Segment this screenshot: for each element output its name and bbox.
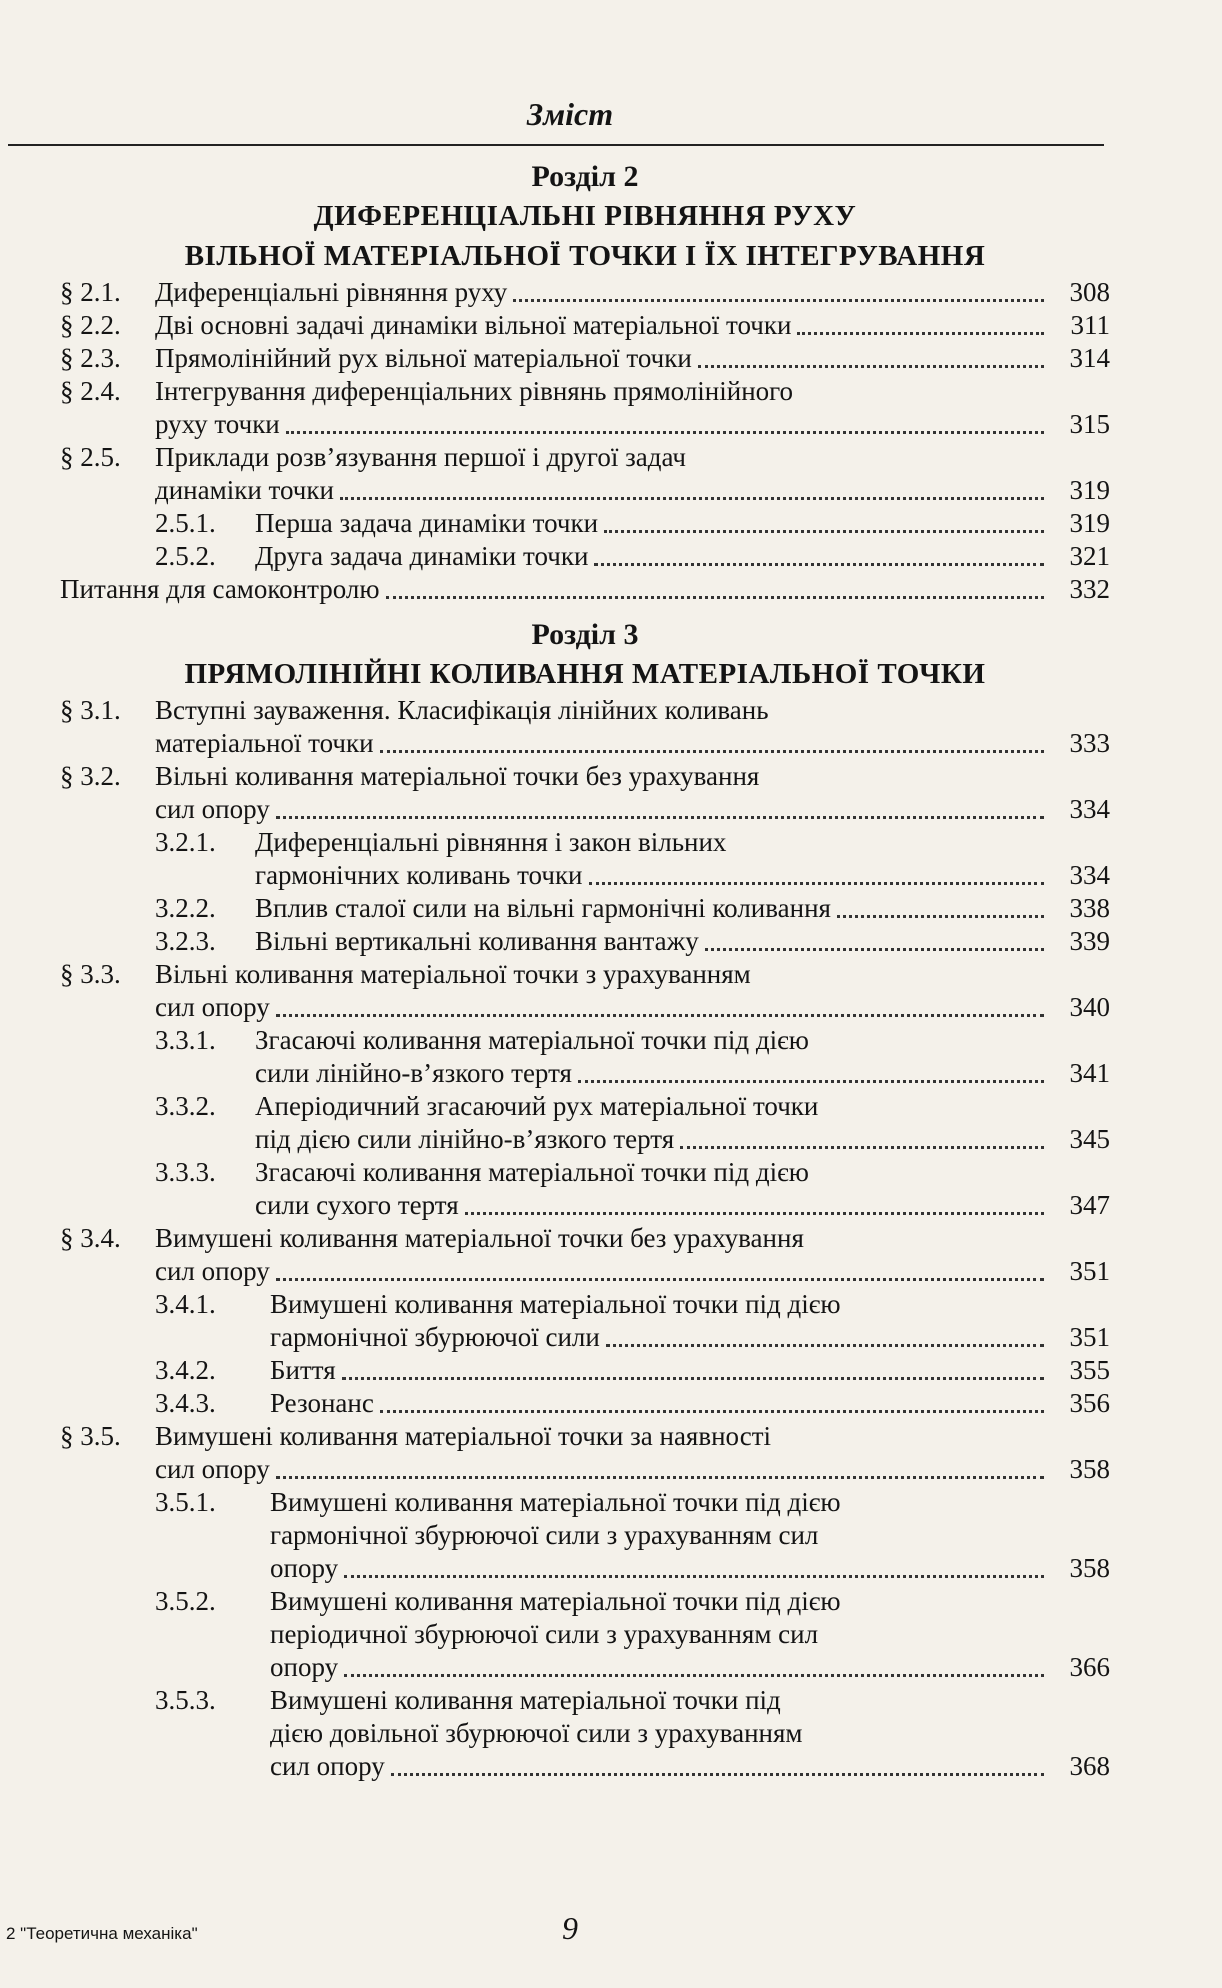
entry-number: 3.5.2. xyxy=(155,1586,216,1616)
dot-leader xyxy=(380,1409,1044,1413)
dot-leader xyxy=(391,1772,1044,1776)
entry-last-line xyxy=(155,793,1110,826)
entry-title-line: Перша задача динаміки точки xyxy=(255,508,599,538)
toc-entry[interactable] xyxy=(60,1024,1110,1090)
dot-leader xyxy=(465,1211,1044,1215)
entry-body xyxy=(155,375,1110,441)
entry-page-number: 341 xyxy=(1069,1058,1110,1088)
entry-title-line: матеріальної точки xyxy=(155,728,374,758)
dot-leader xyxy=(344,1574,1044,1578)
entry-last-line xyxy=(270,1354,1110,1387)
entry-body xyxy=(270,1585,1110,1684)
entry-number: § 3.4. xyxy=(60,1223,121,1253)
dot-leader xyxy=(578,1079,1044,1083)
entry-number: 2.5.1. xyxy=(155,508,216,538)
entry-number: § 3.3. xyxy=(60,959,121,989)
entry-body xyxy=(270,1354,1110,1387)
entry-title-line: Вимушені коливання матеріальної точки під дією xyxy=(270,1289,841,1319)
entry-last-line xyxy=(155,408,1110,441)
entry-number: 3.5.3. xyxy=(155,1685,216,1715)
toc-entry[interactable] xyxy=(60,1288,1110,1354)
toc-entry[interactable] xyxy=(60,507,1110,540)
entry-last-line xyxy=(155,991,1110,1024)
entry-page-number: 340 xyxy=(1069,992,1110,1022)
entry-last-line xyxy=(270,1321,1110,1354)
entry-page-number: 332 xyxy=(1069,574,1110,604)
entry-title-line: опору xyxy=(270,1652,339,1682)
dot-leader xyxy=(589,881,1044,885)
entry-page-number: 334 xyxy=(1069,860,1110,890)
entry-number: 3.3.1. xyxy=(155,1025,216,1055)
entry-body xyxy=(155,958,1110,1024)
entry-page-number: 319 xyxy=(1069,475,1110,505)
entry-page-number: 321 xyxy=(1069,541,1110,571)
entry-body xyxy=(270,1684,1110,1783)
entry-title-line: опору xyxy=(270,1553,339,1583)
toc-entry[interactable] xyxy=(60,342,1110,375)
entry-title-line: Вимушені коливання матеріальної точки під дією xyxy=(270,1586,841,1616)
entry-page-number: 338 xyxy=(1069,893,1110,923)
entry-number: 3.5.1. xyxy=(155,1487,216,1517)
header-rule xyxy=(8,144,1104,146)
dot-leader xyxy=(276,1475,1044,1479)
entry-title-line: Згасаючі коливання матеріальної точки під дією xyxy=(255,1025,809,1055)
entry-title-line: періодичної збурюючої сили з урахуванням сил xyxy=(270,1619,819,1649)
dot-leader xyxy=(680,1145,1044,1149)
entry-title-line: Вимушені коливання матеріальної точки під xyxy=(270,1685,781,1715)
entry-title-line: Резонанс xyxy=(270,1388,374,1418)
entry-body xyxy=(155,760,1110,826)
entry-last-line xyxy=(255,1123,1110,1156)
entry-page-number: 351 xyxy=(1069,1256,1110,1286)
entry-body xyxy=(255,826,1110,892)
entry-number: § 3.1. xyxy=(60,695,121,725)
entry-page-number: 351 xyxy=(1069,1322,1110,1352)
entry-last-line xyxy=(155,309,1110,342)
entry-last-line xyxy=(155,474,1110,507)
entry-title-line: сил опору xyxy=(155,1256,270,1286)
entry-last-line xyxy=(270,1750,1110,1783)
section-title-line: ДИФЕРЕНЦІАЛЬНІ РІВНЯННЯ РУХУ xyxy=(313,200,857,232)
signature-mark: 2 "Теоретична механіка" xyxy=(6,1924,198,1943)
entry-number: § 2.1. xyxy=(60,277,121,307)
entry-body xyxy=(155,309,1110,342)
entry-body xyxy=(155,342,1110,375)
toc-entry[interactable] xyxy=(60,276,1110,309)
entry-title-line: Диференціальні рівняння руху xyxy=(155,277,508,307)
toc-entry[interactable] xyxy=(60,573,1110,606)
entry-page-number: 314 xyxy=(1069,343,1110,373)
entry-last-line xyxy=(270,1387,1110,1420)
toc-entry[interactable] xyxy=(60,1684,1110,1783)
toc-entry[interactable] xyxy=(60,1585,1110,1684)
entry-title-line: Вимушені коливання матеріальної точки без урахування xyxy=(155,1223,804,1253)
entry-body xyxy=(255,892,1110,925)
entry-number: § 2.2. xyxy=(60,310,121,340)
entry-number: 3.4.3. xyxy=(155,1388,216,1418)
entry-body xyxy=(270,1387,1110,1420)
entry-last-line xyxy=(155,276,1110,309)
dot-leader xyxy=(698,364,1044,368)
running-head: Зміст xyxy=(526,96,614,132)
entry-title-line: Вимушені коливання матеріальної точки за наявності xyxy=(155,1421,772,1451)
toc-entry[interactable] xyxy=(60,1420,1110,1486)
entry-body xyxy=(155,1420,1110,1486)
toc-entry[interactable] xyxy=(60,694,1110,760)
entry-title-line: сили лінійно-в’язкого тертя xyxy=(255,1058,572,1088)
entry-page-number: 347 xyxy=(1069,1190,1110,1220)
entry-page-number: 319 xyxy=(1069,508,1110,538)
dot-leader xyxy=(380,749,1044,753)
entry-page-number: 358 xyxy=(1069,1454,1110,1484)
entry-body xyxy=(270,1288,1110,1354)
toc-entry[interactable] xyxy=(60,1090,1110,1156)
entry-last-line xyxy=(155,727,1110,760)
entry-number: 3.2.3. xyxy=(155,926,216,956)
dot-leader xyxy=(276,1277,1044,1281)
section-title-line: ВІЛЬНОЇ МАТЕРІАЛЬНОЇ ТОЧКИ І ЇХ ІНТЕГРУВАННЯ xyxy=(184,240,986,272)
entry-title-line: гармонічної збурюючої сили xyxy=(270,1322,600,1352)
entry-number: 3.3.3. xyxy=(155,1157,216,1187)
entry-body xyxy=(270,1486,1110,1585)
entry-title-line: Диференціальні рівняння і закон вільних xyxy=(255,827,727,857)
entry-last-line xyxy=(255,1057,1110,1090)
entry-number: 3.3.2. xyxy=(155,1091,216,1121)
entry-title-line: сил опору xyxy=(155,794,270,824)
entry-title-line: Приклади розв’язування першої і другої задач xyxy=(155,442,686,472)
entry-body xyxy=(155,276,1110,309)
entry-last-line xyxy=(255,507,1110,540)
entry-body xyxy=(255,1090,1110,1156)
dot-leader xyxy=(705,947,1044,951)
entry-title-line: Вплив сталої сили на вільні гармонічні коливання xyxy=(255,893,831,923)
entry-title-line: гармонічної збурюючої сили з урахуванням сил xyxy=(270,1520,819,1550)
entry-last-line xyxy=(270,1651,1110,1684)
dot-leader xyxy=(837,914,1044,918)
table-of-contents xyxy=(60,158,1110,1783)
dot-leader xyxy=(604,529,1044,533)
entry-title-line: гармонічних коливань точки xyxy=(255,860,583,890)
entry-page-number: 334 xyxy=(1069,794,1110,824)
entry-page-number: 315 xyxy=(1069,409,1110,439)
section-title-line: ПРЯМОЛІНІЙНІ КОЛИВАННЯ МАТЕРІАЛЬНОЇ ТОЧКИ xyxy=(184,658,986,690)
entry-title-line: Аперіодичний згасаючий рух матеріальної точки xyxy=(255,1091,819,1121)
entry-title-line: Згасаючі коливання матеріальної точки під дією xyxy=(255,1157,809,1187)
entry-title-line: Дві основні задачі динаміки вільної матеріальної точки xyxy=(155,310,792,340)
entry-last-line xyxy=(270,1552,1110,1585)
dot-leader xyxy=(386,595,1044,599)
toc-entry[interactable] xyxy=(60,441,1110,507)
entry-number: 3.4.2. xyxy=(155,1355,216,1385)
toc-entry[interactable] xyxy=(60,540,1110,573)
entry-title-line: сили сухого тертя xyxy=(255,1190,459,1220)
entry-title-line: сил опору xyxy=(155,992,270,1022)
section-label: Розділ 2 xyxy=(531,160,639,193)
entry-title-line: сил опору xyxy=(270,1751,385,1781)
entry-last-line xyxy=(255,892,1110,925)
dot-leader xyxy=(286,430,1044,434)
toc-entry[interactable] xyxy=(60,1387,1110,1420)
dot-leader xyxy=(797,331,1044,335)
dot-leader xyxy=(340,496,1044,500)
entry-last-line xyxy=(155,342,1110,375)
entry-title-line: Вільні коливання матеріальної точки без урахування xyxy=(155,761,760,791)
entry-body xyxy=(155,1222,1110,1288)
entry-page-number: 339 xyxy=(1069,926,1110,956)
entry-number: § 2.3. xyxy=(60,343,121,373)
entry-number: 2.5.2. xyxy=(155,541,216,571)
entry-body xyxy=(155,441,1110,507)
entry-title-line: Друга задача динаміки точки xyxy=(255,541,589,571)
toc-entry[interactable] xyxy=(60,892,1110,925)
entry-page-number: 356 xyxy=(1069,1388,1110,1418)
toc-entry[interactable] xyxy=(60,375,1110,441)
section-label: Розділ 3 xyxy=(531,618,639,651)
entry-title-line: Інтегрування диференціальних рівнянь прямолінійного xyxy=(155,376,794,406)
dot-leader xyxy=(342,1376,1044,1380)
entry-last-line xyxy=(155,1255,1110,1288)
entry-last-line xyxy=(155,1453,1110,1486)
toc-entry[interactable] xyxy=(60,958,1110,1024)
entry-page-number: 358 xyxy=(1069,1553,1110,1583)
entry-title-line: Вимушені коливання матеріальної точки під дією xyxy=(270,1487,841,1517)
dot-leader xyxy=(594,562,1044,566)
toc-entry[interactable] xyxy=(60,760,1110,826)
entry-page-number: 311 xyxy=(1070,310,1110,340)
dot-leader xyxy=(276,1013,1044,1017)
toc-entry[interactable] xyxy=(60,1222,1110,1288)
entry-title-line: під дією сили лінійно-в’язкого тертя xyxy=(255,1124,675,1154)
dot-leader xyxy=(276,815,1044,819)
section-gap xyxy=(60,606,1110,616)
entry-page-number: 366 xyxy=(1069,1652,1110,1682)
entry-number: § 2.4. xyxy=(60,376,121,406)
entry-body xyxy=(255,925,1110,958)
entry-body xyxy=(255,1156,1110,1222)
entry-page-number: 345 xyxy=(1069,1124,1110,1154)
entry-body xyxy=(255,540,1110,573)
page-number: 9 xyxy=(562,1910,578,1946)
entry-number: § 2.5. xyxy=(60,442,121,472)
entry-title-line: Вільні коливання матеріальної точки з урахуванням xyxy=(155,959,751,989)
entry-number: 3.2.1. xyxy=(155,827,216,857)
entry-last-line xyxy=(255,925,1110,958)
entry-title-line: Вільні вертикальні коливання вантажу xyxy=(255,926,699,956)
dot-leader xyxy=(606,1343,1044,1347)
entry-page-number: 308 xyxy=(1069,277,1110,307)
entry-title-line: Вступні зауваження. Класифікація лінійних коливань xyxy=(155,695,769,725)
entry-body xyxy=(60,573,1110,606)
entry-title-line: динаміки точки xyxy=(155,475,334,505)
toc-entry[interactable] xyxy=(60,1156,1110,1222)
toc-entry[interactable] xyxy=(60,309,1110,342)
entry-last-line xyxy=(255,859,1110,892)
toc-entry[interactable] xyxy=(60,826,1110,892)
entry-page-number: 355 xyxy=(1069,1355,1110,1385)
toc-entry[interactable] xyxy=(60,1486,1110,1585)
entry-last-line xyxy=(60,573,1110,606)
entry-last-line xyxy=(255,1189,1110,1222)
entry-page-number: 368 xyxy=(1069,1751,1110,1781)
entry-last-line xyxy=(255,540,1110,573)
toc-entry[interactable] xyxy=(60,925,1110,958)
entry-number: 3.2.2. xyxy=(155,893,216,923)
entry-title-line: руху точки xyxy=(155,409,280,439)
entry-body xyxy=(255,507,1110,540)
dot-leader xyxy=(344,1673,1044,1677)
entry-body xyxy=(255,1024,1110,1090)
entry-title-line: Питання для самоконтролю xyxy=(60,574,380,604)
entry-body xyxy=(155,694,1110,760)
entry-number: 3.4.1. xyxy=(155,1289,216,1319)
entry-page-number: 333 xyxy=(1069,728,1110,758)
entry-number: § 3.5. xyxy=(60,1421,121,1451)
entry-number: § 3.2. xyxy=(60,761,121,791)
entry-title-line: Прямолінійний рух вільної матеріальної точки xyxy=(155,343,692,373)
entry-title-line: сил опору xyxy=(155,1454,270,1484)
entry-title-line: Биття xyxy=(270,1355,336,1385)
dot-leader xyxy=(513,298,1044,302)
entry-title-line: дією довільної збурюючої сили з урахуванням xyxy=(270,1718,803,1748)
toc-entry[interactable] xyxy=(60,1354,1110,1387)
